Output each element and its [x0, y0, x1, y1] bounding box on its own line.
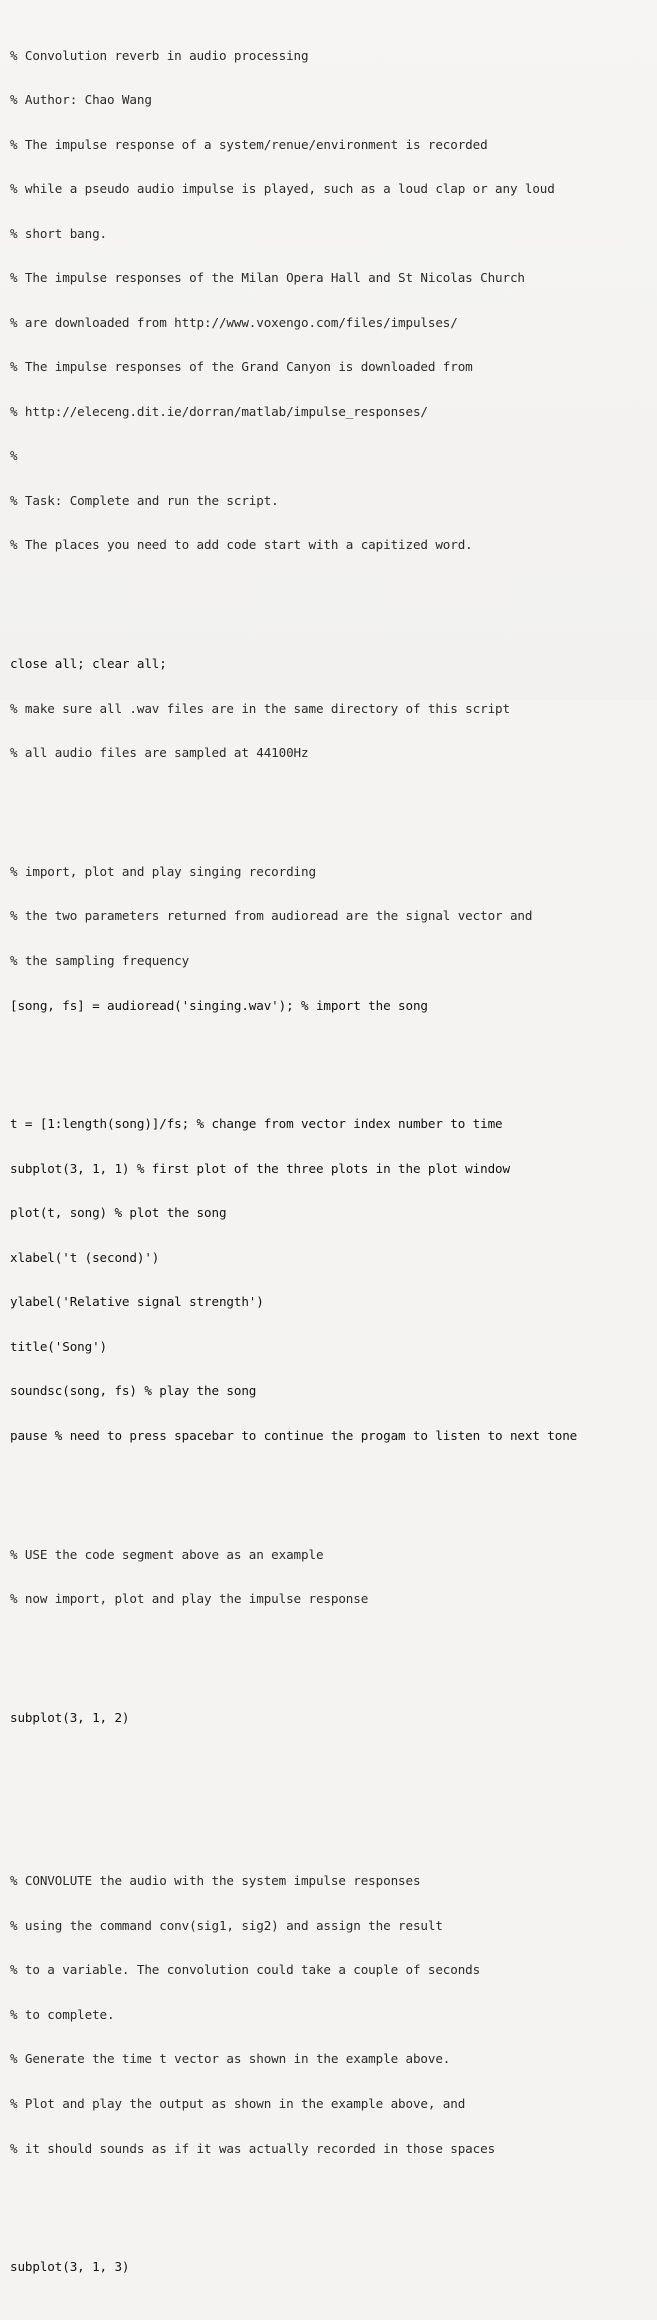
plot-code-line: xlabel('t (second)') — [10, 1249, 160, 1265]
import-comment-line: % the two parameters returned from audioread are the signal vector and — [10, 908, 533, 924]
subplot-3-line: subplot(3, 1, 3) — [10, 2259, 130, 2275]
import-statement-line: [song, fs] = audioread('singing.wav'); % import the song — [10, 997, 428, 1013]
plot-code-line: soundsc(song, fs) % play the song — [10, 1383, 257, 1399]
blank-line — [10, 2201, 651, 2216]
convolute-comment-line: % to a variable. The convolution could take a couple of seconds — [10, 1962, 481, 1978]
header-comment-line: % Convolution reverb in audio processing — [10, 47, 309, 63]
header-comment-line: % Task: Complete and run the script. — [10, 492, 279, 508]
header-comment-line: % The impulse response of a system/renue/environment is recorded — [10, 136, 488, 152]
convolute-comment-line: % CONVOLUTE the audio with the system impulse responses — [10, 1873, 421, 1889]
blank-line — [10, 1488, 651, 1503]
convolute-comment-line: % Generate the time t vector as shown in the example above. — [10, 2051, 451, 2067]
setup-comment-line: % all audio files are sampled at 44100Hz — [10, 745, 309, 761]
subplot-2-line: subplot(3, 1, 2) — [10, 1710, 130, 1726]
plot-code-line: subplot(3, 1, 1) % first plot of the three plots in the plot window — [10, 1160, 510, 1176]
header-comment-line: % — [10, 448, 18, 464]
blank-line — [10, 598, 651, 613]
header-comment-line: % while a pseudo audio impulse is played, such as a loud clap or any loud — [10, 181, 555, 197]
header-comment-line: % The impulse responses of the Grand Canyon is downloaded from — [10, 359, 473, 375]
import-comment-line: % import, plot and play singing recording — [10, 863, 316, 879]
plot-code-line: ylabel('Relative signal strength') — [10, 1294, 264, 1310]
header-comment-line: % Author: Chao Wang — [10, 92, 152, 108]
convolute-comment-line: % to complete. — [10, 2006, 115, 2022]
import-comment-line: % the sampling frequency — [10, 953, 190, 968]
blank-line — [10, 1770, 651, 1785]
header-comment-line: % http://eleceng.dit.ie/dorran/matlab/impulse_responses/ — [10, 403, 428, 419]
blank-line — [10, 1652, 651, 1667]
matlab-script — [10, 4, 651, 2320]
plot-code-line: t = [1:length(song)]/fs; % change from vector index number to time — [10, 1116, 503, 1132]
header-comment-line: % short bang. — [10, 225, 108, 241]
header-comment-line: % The places you need to add code start with a capitized word. — [10, 537, 473, 553]
convolute-comment-line: % Plot and play the output as shown in the example above, and — [10, 2095, 466, 2111]
plot-code-line: plot(t, song) % plot the song — [10, 1205, 227, 1221]
convolute-comment-line: % it should sounds as if it was actually recorded in those spaces — [10, 2140, 496, 2156]
setup-comment-line: % make sure all .wav files are in the same directory of this script — [10, 700, 510, 716]
header-comment-line: % are downloaded from http://www.voxengo.com/files/impulses/ — [10, 314, 458, 330]
header-comment-line: % The impulse responses of the Milan Opera Hall and St Nicolas Church — [10, 270, 525, 286]
plot-code-line: title('Song') — [10, 1338, 108, 1354]
use-comment-line: % now import, plot and play the impulse response — [10, 1591, 369, 1607]
blank-line — [10, 1815, 651, 1830]
blank-line — [10, 806, 651, 821]
blank-line — [10, 1058, 651, 1073]
convolute-comment-line: % using the command conv(sig1, sig2) and assign the result — [10, 1917, 443, 1933]
plot-code-line: pause % need to press spacebar to continue the progam to listen to next tone — [10, 1428, 578, 1443]
use-comment-line: % USE the code segment above as an example — [10, 1546, 324, 1562]
setup-line: close all; clear all; — [10, 656, 167, 672]
